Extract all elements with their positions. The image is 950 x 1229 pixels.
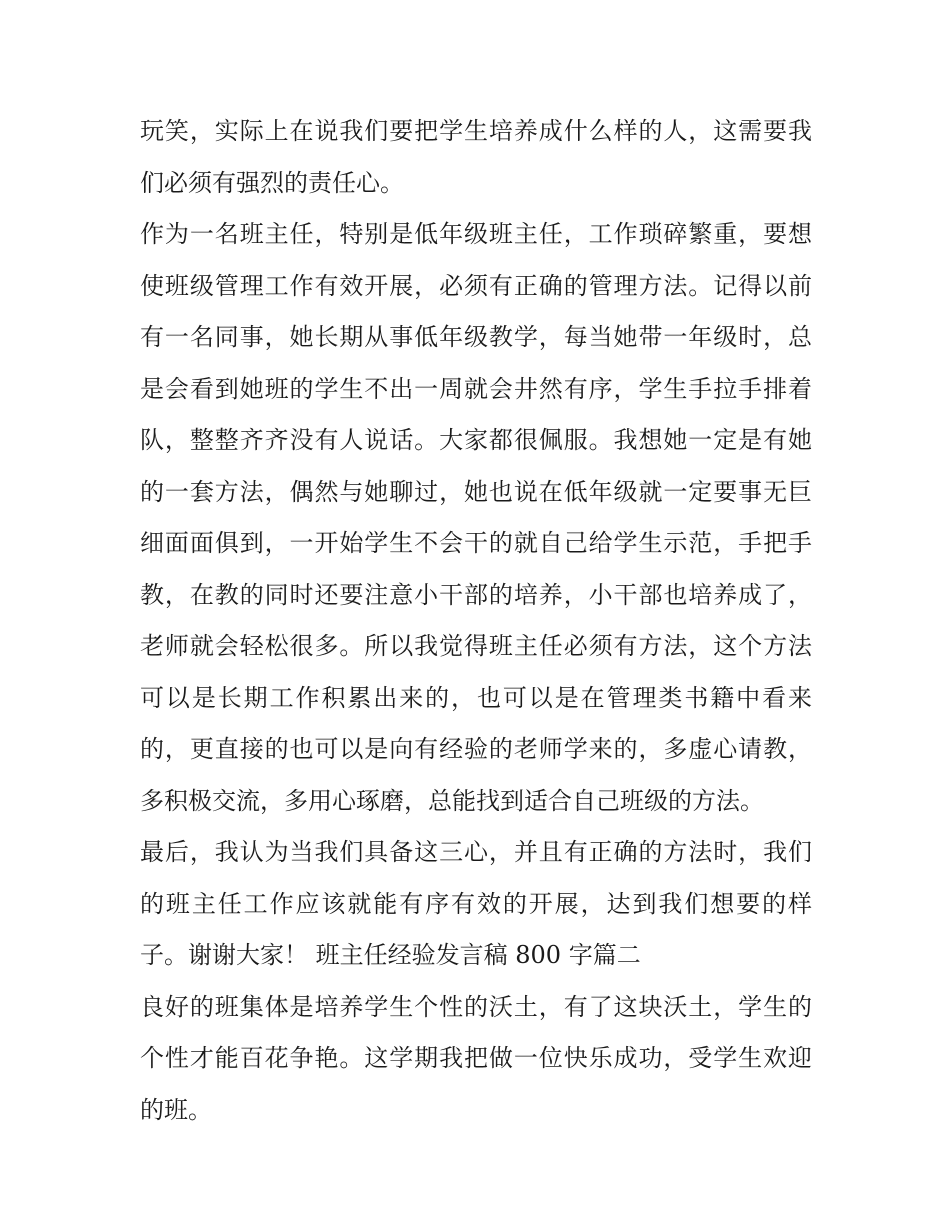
text-line: 教，在教的同时还要注意小干部的培养，小干部也培养成了， (140, 580, 812, 609)
text-line: 个性才能百花争艳。这学期我把做一位快乐成功，受学生欢迎 (140, 1044, 812, 1072)
text-line: 作为一名班主任，特别是低年级班主任，工作琐碎繁重，要想 (140, 220, 812, 248)
paragraph-2 (140, 209, 812, 827)
text-line: 子。谢谢大家！ 班主任经验发言稿 800 字篇二 (140, 941, 641, 969)
text-line: 的一套方法，偶然与她聊过，她也说在低年级就一定要事无巨 (140, 477, 812, 506)
text-line: 们必须有强烈的责任心。 (140, 168, 404, 197)
text-line: 是会看到她班的学生不出一周就会井然有序，学生手拉手排着 (140, 374, 812, 403)
text-line: 良好的班集体是培养学生个性的沃土，有了这块沃土，学生的 (140, 992, 812, 1021)
document-body (140, 106, 812, 1136)
paragraph-1 (140, 106, 812, 209)
text-line: 的班。 (140, 1095, 212, 1124)
text-line: 有一名同事，她长期从事低年级教学，每当她带一年级时，总 (140, 323, 812, 351)
text-line: 使班级管理工作有效开展，必须有正确的管理方法。记得以前 (140, 271, 812, 300)
text-line: 最后，我认为当我们具备这三心，并且有正确的方法时，我们 (140, 838, 812, 866)
text-line: 的，更直接的也可以是向有经验的老师学来的，多虚心请教， (140, 735, 812, 763)
text-line: 玩笑，实际上在说我们要把学生培养成什么样的人，这需要我 (140, 117, 812, 145)
text-line: 队，整整齐齐没有人说话。大家都很佩服。我想她一定是有她 (140, 426, 812, 454)
text-line: 细面面俱到，一开始学生不会干的就自己给学生示范，手把手 (140, 529, 812, 557)
paragraph-4 (140, 982, 812, 1137)
text-line: 老师就会轻松很多。所以我觉得班主任必须有方法，这个方法 (140, 632, 812, 660)
text-line: 多积极交流，多用心琢磨，总能找到适合自己班级的方法。 (140, 786, 764, 815)
paragraph-3 (140, 827, 812, 982)
text-line: 可以是长期工作积累出来的，也可以是在管理类书籍中看来 (140, 683, 812, 712)
text-line: 的班主任工作应该就能有序有效的开展，达到我们想要的样 (140, 889, 812, 918)
